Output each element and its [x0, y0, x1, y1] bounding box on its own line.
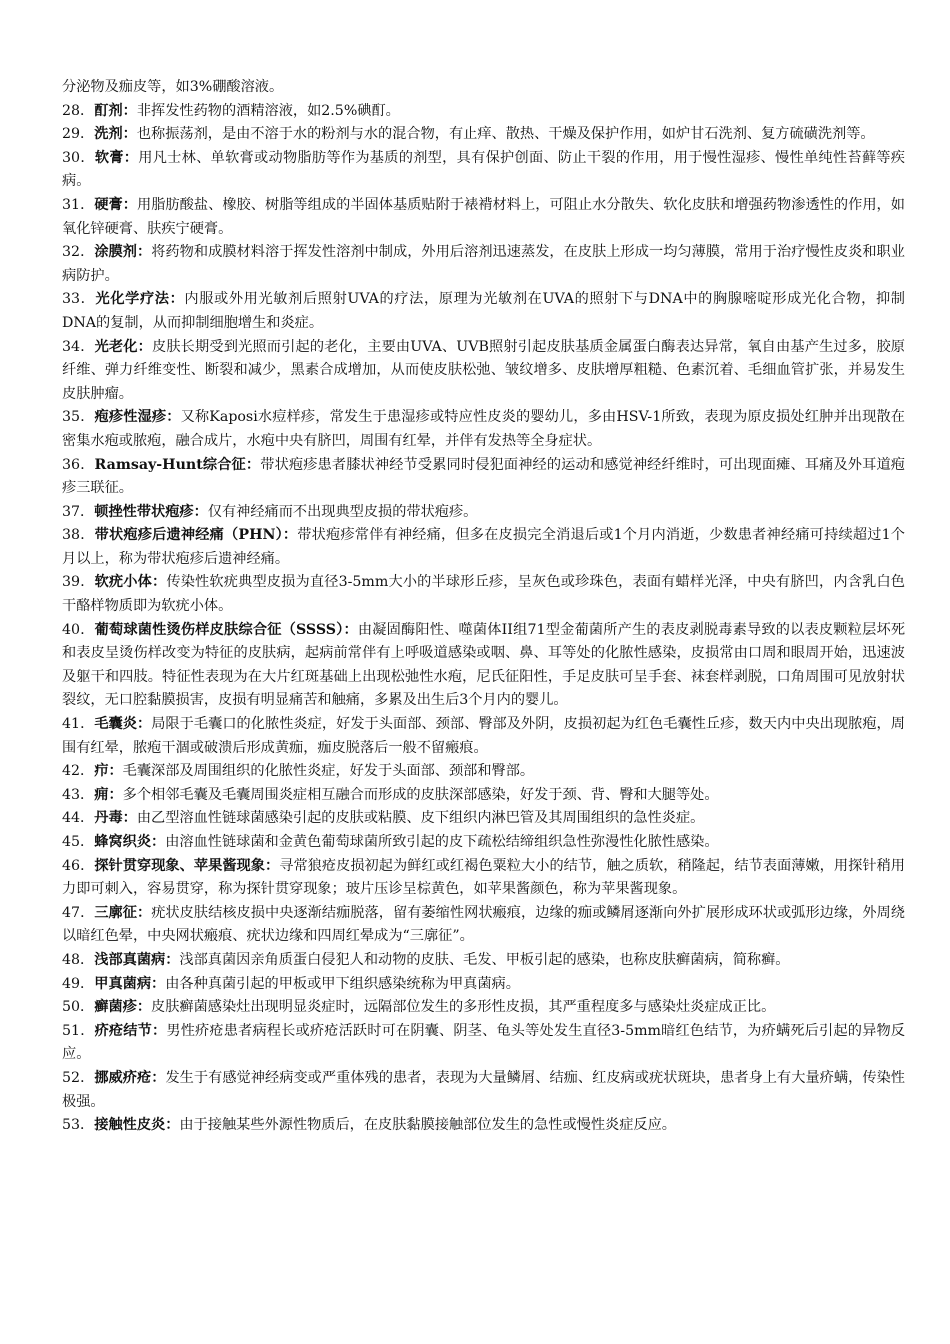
entry-term — [95, 527, 298, 543]
definition-entry — [62, 336, 905, 407]
definition-entry — [62, 524, 905, 571]
entry-text: 由凝固酶阳性、噬菌体II组71型金葡菌所产生的表皮剥脱毒素导致的以表皮颗粒层坏死和表皮呈烫伤样改变为特征的皮肤病，起病前常伴有上呼吸道感染或咽、鼻、耳等处的化脓性感染，皮损常由口周和眼周开始，迅速波及躯干和四肢。特征性表现为在大片红斑基础上出现松弛性水疱，尼氏征阳性，手足皮肤可呈手套、袜套样剥脱，口角周围可见放射状裂纹，无口腔黏膜损害，皮损有明显痛苦和触痛，多累及出生后3个月内的婴儿。 — [62, 621, 906, 709]
entry-term-text: 探针贯穿现象、苹果酱现象： — [94, 857, 280, 874]
entry-number: 35． — [62, 409, 95, 426]
entry-number: 30． — [62, 149, 95, 166]
entry-term — [94, 244, 151, 260]
entry-text: 带状疱疹常伴有神经痛，但多在皮损完全消退后或1个月内消逝，少数患者神经痛可持续超过1个月以上，称为带状疱疹后遗神经痛。 — [62, 527, 905, 567]
definition-entry — [62, 288, 905, 335]
entry-term-text: 蜂窝织炎： — [94, 834, 166, 850]
entry-text: 疣状皮肤结核皮损中央逐渐结痂脱落，留有萎缩性网状瘢痕，边缘的痂或鳞屑逐渐向外扩展形成环状或弧形边缘，外周绕以暗红色晕，中央网状瘢痕、疣状边缘和四周红晕成为“三廓征”。 — [62, 904, 905, 945]
entry-term — [94, 197, 137, 213]
entry-term — [94, 1117, 179, 1133]
definition-entry — [62, 1114, 905, 1138]
definition-entry — [62, 831, 905, 855]
entry-number: 47． — [62, 904, 95, 921]
entry-number: 49． — [62, 975, 95, 992]
entry-term — [94, 716, 151, 732]
entry-number: 37． — [62, 503, 95, 520]
definition-entry — [62, 949, 905, 973]
entry-text: 用脂肪酸盐、橡胶、树脂等组成的半固体基质贴附于裱褙材料上，可阻止水分散失、软化皮肤和增强药物渗透性的作用，如氧化锌硬膏、肤疾宁硬膏。 — [62, 196, 905, 237]
entry-term — [94, 103, 137, 119]
definition-entry — [62, 784, 905, 808]
entry-number: 43． — [62, 786, 95, 803]
definition-entry — [62, 241, 905, 288]
entry-text: 皮肤癣菌感染灶出现明显炎症时，远隔部位发生的多形性皮损，其严重程度多与感染灶炎症成正比。 — [151, 999, 776, 1016]
entry-number: 29． — [62, 126, 95, 143]
entry-text: 多个相邻毛囊及毛囊周围炎症相互融合而形成的皮肤深部感染，好发于颈、背、臀和大腿等处。 — [122, 786, 719, 803]
definition-entry — [62, 501, 905, 525]
definition-entry — [62, 406, 905, 453]
definition-entry — [62, 123, 905, 147]
entry-number: 50． — [62, 999, 95, 1016]
entry-text: 由各种真菌引起的甲板或甲下组织感染统称为甲真菌病。 — [165, 975, 520, 992]
definition-entry — [62, 76, 905, 100]
entry-term — [94, 1070, 165, 1086]
entry-term-text: 三廓征： — [94, 904, 152, 921]
entry-term — [95, 1023, 167, 1039]
entry-number: 39． — [62, 574, 95, 591]
entry-text: 又称Kaposi水痘样疹，常发生于患湿疹或特应性皮炎的婴幼儿，多由HSV-1所致，表现为原皮损处红肿并出现散在密集水疱或脓疱，融合成片，水疱中央有脐凹，周围有红晕，并伴有发热等全身症状。 — [62, 409, 905, 449]
entry-term-text: 硬膏： — [94, 196, 137, 213]
entry-term — [95, 622, 358, 638]
entry-term-text: 光老化： — [94, 338, 152, 355]
definition-entry — [62, 1067, 905, 1114]
entry-number: 40． — [62, 621, 95, 638]
entry-term-text: 葡萄球菌性烫伤样皮肤综合征（SSSS）： — [94, 621, 358, 638]
definition-entry — [62, 807, 905, 831]
entry-term-text: 光化学疗法： — [95, 291, 185, 308]
entry-text: 内服或外用光敏剂后照射UVA的疗法，原理为光敏剂在UVA的照射下与DNA中的胸腺嘧啶形成光化合物，抑制DNA的复制，从而抑制细胞增生和炎症。 — [62, 291, 905, 331]
entry-text: 发生于有感觉神经病变或严重体残的患者，表现为大量鳞屑、结痂、红皮病或疣状斑块，患者身上有大量疥螨，传染性极强。 — [62, 1069, 905, 1110]
definition-entry — [62, 194, 905, 241]
entry-text: 分泌物及痂皮等，如3%硼酸溶液。 — [62, 79, 284, 95]
definition-entry — [62, 855, 905, 902]
entry-term-text: 洗剂： — [94, 126, 137, 143]
entry-term-text: 疱疹性湿疹： — [94, 409, 181, 426]
entry-text: 用凡士林、单软膏或动物脂肪等作为基质的剂型，具有保护创面、防止干裂的作用，用于慢性湿疹、慢性单纯性苔藓等疾病。 — [62, 149, 905, 190]
definition-entry — [62, 619, 905, 713]
entry-term — [95, 150, 138, 166]
entry-term — [94, 834, 165, 850]
definition-entry — [62, 454, 905, 501]
definition-entry — [62, 996, 905, 1020]
entry-term — [95, 409, 181, 425]
entry-text: 局限于毛囊口的化脓性炎症，好发于头面部、颈部、臀部及外阴，皮损初起为红色毛囊性丘疹，数天内中央出现脓疱，周围有红晕，脓疱干涸或破溃后形成黄痂，痂皮脱落后一般不留瘢痕。 — [62, 716, 905, 756]
entry-text: 浅部真菌因亲角质蛋白侵犯人和动物的皮肤、毛发、甲板引起的感染，也称皮肤癣菌病，简称癣。 — [179, 951, 790, 968]
entry-text: 带状疱疹患者膝状神经节受累同时侵犯面神经的运动和感觉神经纤维时，可出现面瘫、耳痛及外耳道疱疹三联征。 — [62, 456, 905, 497]
entry-term — [94, 952, 179, 968]
entry-term-text: 甲真菌病： — [94, 975, 166, 992]
definition-entry — [62, 100, 905, 124]
entry-text: 毛囊深部及周围组织的化脓性炎症，好发于头面部、颈部和臀部。 — [122, 763, 535, 780]
definition-entry — [62, 760, 905, 784]
entry-term-text: 癣菌疹： — [94, 999, 152, 1016]
entry-text: 由乙型溶血性链球菌感染引起的皮肤或粘膜、皮下组织内淋巴管及其周围组织的急性炎症。 — [136, 810, 705, 827]
definition-entry — [62, 1020, 905, 1067]
entry-number: 52． — [62, 1069, 95, 1086]
entry-term-text: 毛囊炎： — [94, 716, 152, 733]
entry-term-text: 软膏： — [94, 149, 139, 166]
entry-number: 45． — [62, 834, 95, 850]
entry-term-text: 疥疮结节： — [94, 1022, 167, 1039]
entry-term — [94, 763, 122, 779]
entry-number: 44． — [62, 810, 95, 827]
entry-text: 传染性软疣典型皮损为直径3-5mm大小的半球形丘疹，呈灰色或珍珠色，表面有蜡样光泽，中央有脐凹，内含乳白色干酪样物质即为软疣小体。 — [62, 574, 905, 615]
entry-number: 28． — [62, 102, 95, 119]
entry-term — [94, 905, 151, 921]
entry-term — [95, 339, 152, 355]
entry-number: 51． — [62, 1022, 95, 1039]
entry-term-text: 涂膜剂： — [94, 244, 152, 261]
entry-text: 非挥发性药物的酒精溶液，如2.5%碘酊。 — [136, 102, 400, 119]
entry-term-text: Ramsay-Hunt综合征： — [94, 456, 261, 473]
entry-number: 53． — [62, 1117, 95, 1134]
entry-number: 46． — [62, 857, 95, 874]
entry-number: 34． — [62, 338, 95, 355]
entry-text: 由溶血性链球菌和金黄色葡萄球菌所致引起的皮下疏松结缔组织急性弥漫性化脓性感染。 — [165, 834, 719, 850]
entry-term-text: 带状疱疹后遗神经痛（PHN）： — [94, 527, 298, 544]
entry-text: 仅有神经痛而不出现典型皮损的带状疱疹。 — [207, 503, 478, 520]
entry-term — [94, 810, 137, 826]
entry-number: 31． — [62, 196, 95, 213]
entry-text: 皮肤长期受到光照而引起的老化，主要由UVA、UVB照射引起皮肤基质金属蛋白酶表达异常，氧自由基产生过多，胶原纤维、弹力纤维变性、断裂和减少，黑素合成增加，从而使皮肤松弛、皱纹增多、皮肤增厚粗糙、色素沉着、毛细血管扩张，并易发生皮肤肿瘤。 — [62, 338, 905, 402]
definition-entry — [62, 973, 905, 997]
entry-text: 将药物和成膜材料溶于挥发性溶剂中制成，外用后溶剂迅速蒸发，在皮肤上形成一均匀薄膜，常用于治疗慢性皮炎和职业病防护。 — [62, 244, 905, 284]
entry-number: 42． — [62, 763, 95, 780]
entry-number: 48． — [62, 951, 95, 968]
entry-term — [94, 999, 151, 1015]
entry-term — [94, 787, 122, 803]
entry-term-text: 痈： — [94, 786, 123, 803]
definition-entry — [62, 902, 905, 949]
entry-text: 也称振荡剂，是由不溶于水的粉剂与水的混合物，有止痒、散热、干燥及保护作用，如炉甘石洗剂、复方硫磺洗剂等。 — [136, 126, 875, 143]
entry-term-text: 疖： — [94, 763, 123, 780]
entry-text: 男性疥疮患者病程长或疥疮活跃时可在阴囊、阴茎、龟头等处发生直径3-5mm暗红色结节，为疥螨死后引起的异物反应。 — [62, 1022, 905, 1063]
entry-term — [94, 976, 165, 992]
entry-term-text: 挪威疥疮： — [94, 1069, 166, 1086]
entry-term — [94, 126, 137, 142]
entry-number: 38． — [62, 527, 95, 544]
entry-term-text: 顿挫性带状疱疹： — [94, 503, 208, 520]
entry-term — [95, 457, 261, 473]
entry-term-text: 接触性皮炎： — [94, 1117, 180, 1134]
entry-term-text: 浅部真菌病： — [94, 951, 180, 968]
definition-entry — [62, 713, 905, 760]
entry-term-text: 酊剂： — [94, 102, 137, 119]
entry-number: 32． — [62, 244, 95, 261]
entry-term — [94, 504, 208, 520]
entry-number: 33． — [62, 291, 96, 308]
entry-term-text: 丹毒： — [94, 810, 137, 827]
entry-number: 36． — [62, 456, 95, 473]
entry-term — [95, 574, 167, 590]
entry-term-text: 软疣小体： — [94, 574, 167, 591]
entry-term — [96, 291, 185, 307]
entry-number: 41． — [62, 716, 95, 733]
entry-text: 寻常狼疮皮损初起为鲜红或红褐色粟粒大小的结节，触之质软，稍隆起，结节表面薄嫩，用探针稍用力即可刺入，容易贯穿，称为探针贯穿现象；玻片压诊呈棕黄色，如苹果酱颜色，称为苹果酱现象。 — [62, 857, 905, 898]
entry-term — [94, 858, 279, 874]
definition-entry — [62, 571, 905, 618]
entry-text: 由于接触某些外源性物质后，在皮肤黏膜接触部位发生的急性或慢性炎症反应。 — [179, 1117, 676, 1134]
definition-entry — [62, 147, 905, 194]
